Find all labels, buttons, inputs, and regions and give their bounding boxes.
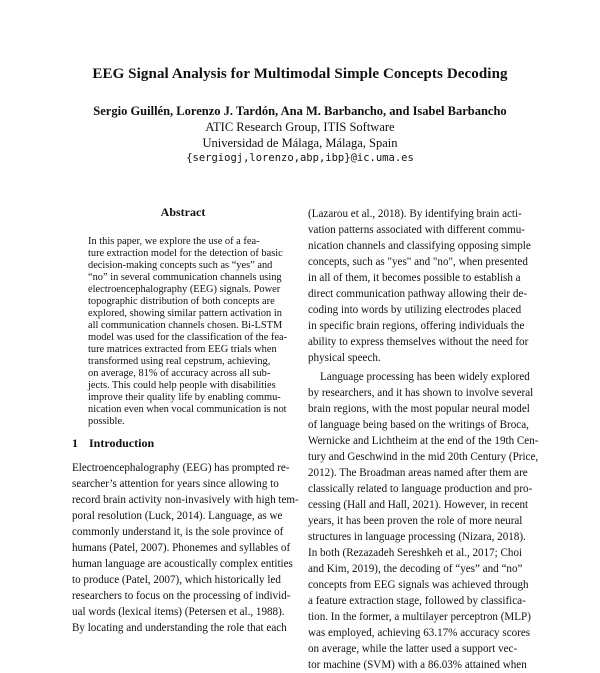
body-text-line: vation patterns associated with different commu-	[308, 224, 525, 236]
abstract-line: explored, showing similar pattern activation in	[88, 308, 282, 319]
body-text-line: years, it has been proven the role of more neural	[308, 515, 523, 527]
body-text-line: to produce (Patel, 2007), which historically led	[72, 574, 281, 586]
body-text-line: In both (Rezazadeh Sereshkeh et al., 2017; Choi	[308, 547, 523, 559]
author-list: Sergio Guillén, Lorenzo J. Tardón, Ana M. Barbancho, and Isabel Barbancho	[93, 104, 507, 118]
abstract-line: In this paper, we explore the use of a fea-	[88, 236, 260, 247]
body-text-line: ual words (lexical items) (Petersen et al., 1988).	[72, 606, 285, 618]
body-text-line: commonly understand it, is the sole province of	[72, 526, 284, 538]
body-text-line: classically related to language production and pro-	[308, 483, 533, 495]
abstract-line: possible.	[88, 416, 125, 427]
body-text-line: a feature extraction stage, followed by classifica-	[308, 595, 526, 607]
body-text-line: tion. In the former, a multilayer perceptron (MLP)	[308, 611, 531, 623]
abstract-line: improve their quality life by enabling commu-	[88, 392, 281, 403]
body-text-line: brain regions, with the most popular neural model	[308, 403, 530, 415]
body-text-line: concepts from EEG signals was achieved through	[308, 579, 529, 591]
abstract-line: transformed using real cepstrum, achieving,	[88, 356, 271, 367]
affiliation-line: Universidad de Málaga, Málaga, Spain	[202, 136, 398, 150]
body-text-line: researchers to focus on the processing of individ-	[72, 590, 291, 602]
body-text-line: tury and Geschwind in the mid 20th Century (Price,	[308, 451, 539, 463]
abstract-line: model was used for the classification of the fea-	[88, 332, 288, 343]
body-text-line: by researchers, and it has shown to involve several	[308, 387, 534, 399]
body-text-line: (Lazarou et al., 2018). By identifying brain acti-	[308, 208, 522, 220]
body-text-line: cessing (Hall and Hall, 2021). However, in recent	[308, 499, 529, 511]
section-title: Introduction	[89, 436, 155, 450]
body-text-line: poral resolution (Luck, 2014). Language, as we	[72, 510, 283, 522]
body-text-line: in specific brain regions, offering individuals the	[308, 320, 525, 332]
abstract-line: nication even when vocal communication is not	[88, 404, 287, 415]
body-text-line: Electroencephalography (EEG) has prompted re-	[72, 462, 290, 474]
abstract-line: jects. This could help people with disabilities	[88, 380, 276, 391]
body-text-line: tor machine (SVM) with a 86.03% attained when	[308, 659, 527, 671]
body-text-line: nication channels and classifying opposing simple	[308, 240, 531, 252]
body-text-line: physical speech.	[308, 352, 381, 364]
abstract-heading: Abstract	[160, 205, 206, 219]
abstract-line: topographic distribution of both concepts are	[88, 296, 275, 307]
body-text-line: structures in language processing (Nizara, 2018).	[308, 531, 526, 543]
section-heading-introduction	[72, 436, 154, 451]
body-text-line: ability to express themselves without the need for	[308, 336, 529, 348]
abstract-line: electroencephalography (EEG) signals. Power	[88, 284, 281, 295]
body-text-line: was employed, achieving 63.17% accuracy scores	[308, 627, 531, 639]
abstract-line: ture matrices extracted from EEG trials when	[88, 344, 277, 355]
body-text-line: on average, while the latter used a support vec-	[308, 643, 518, 655]
body-text-line: record brain activity non-invasively with high tem-	[72, 494, 299, 506]
author-emails: {sergiogj,lorenzo,abp,ibp}@ic.uma.es	[186, 152, 414, 164]
abstract-line: decision-making concepts such as “yes” and	[88, 260, 273, 271]
affiliation-line: ATIC Research Group, ITIS Software	[205, 120, 395, 134]
body-text-line: Language processing has been widely explored	[320, 371, 530, 383]
body-text-line: of language being based on the writings of Broca,	[308, 419, 529, 431]
body-text-line: humans (Patel, 2007). Phonemes and syllables of	[72, 542, 291, 554]
abstract-line: “no” in several communication channels using	[88, 272, 282, 283]
abstract-line: all communication channels chosen. Bi-LSTM	[88, 320, 283, 331]
body-text-line: Wernicke and Lichtheim at the end of the 19th Cen-	[308, 435, 539, 447]
section-number: 1	[72, 436, 78, 450]
body-text-line: concepts, such as "yes" and "no", when presented	[308, 256, 528, 268]
body-text-line: human language are acoustically complex entities	[72, 558, 293, 570]
body-text-line: coding into words by utilizing electrodes placed	[308, 304, 522, 316]
body-text-line: and Kim, 2019), the decoding of “yes” and “no”	[308, 563, 523, 575]
body-text-line: direct communication pathway allowing their de-	[308, 288, 528, 300]
body-text-line: in all of them, it becomes possible to establish a	[308, 272, 521, 284]
body-text-line: By locating and understanding the role that each	[72, 622, 287, 634]
abstract-line: on average, 81% of accuracy across all sub-	[88, 368, 271, 379]
body-text-line: 2012). The Broadman areas named after them are	[308, 467, 528, 479]
body-text-line: searcher’s attention for years since allowing to	[72, 478, 279, 490]
paper-title: EEG Signal Analysis for Multimodal Simple Concepts Decoding	[92, 66, 508, 82]
abstract-line: ture extraction model for the detection of basic	[88, 248, 283, 259]
